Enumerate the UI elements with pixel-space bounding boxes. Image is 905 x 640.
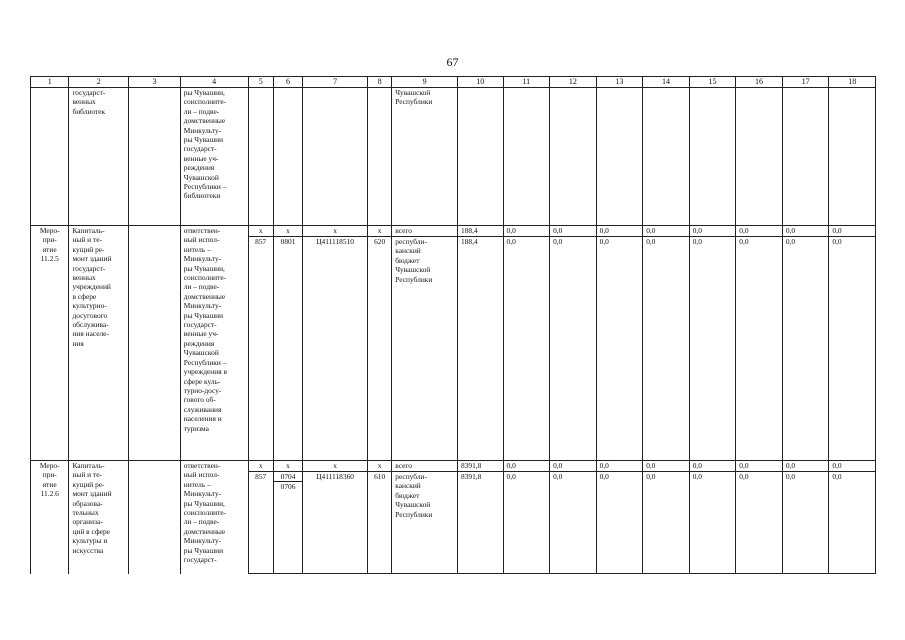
code-cell: x bbox=[367, 226, 391, 237]
column-header-3: 3 bbox=[129, 77, 181, 88]
amount-cell: 0,0 bbox=[643, 461, 690, 472]
amount-cell: 0,0 bbox=[596, 237, 643, 461]
column-header-15: 15 bbox=[689, 77, 736, 88]
amount-cell: 0,0 bbox=[503, 461, 550, 472]
amount-cell: 0,0 bbox=[736, 226, 783, 237]
funding-source-cell: Чувашской Республики bbox=[392, 88, 458, 226]
event-name-cell: государст- венных библиотек bbox=[69, 88, 129, 226]
table-row bbox=[31, 226, 876, 237]
column-header-10: 10 bbox=[458, 77, 504, 88]
code-cell bbox=[273, 472, 302, 574]
executor-cell: ответствен- ный испол- нитель – Минкульту- ры Чувашии, соисполните- ли – подве- домственные Минкульту- ры Чувашии государст- венные уч- реждения Чувашской Республики – учреждения в сфере куль- турно-досу- гового об- служивания населения и туризма bbox=[180, 226, 248, 461]
column-header-row bbox=[31, 77, 876, 88]
amount-cell: 0,0 bbox=[782, 472, 829, 574]
code-cell: 857 bbox=[248, 237, 273, 461]
cell bbox=[129, 88, 181, 226]
column-header-4: 4 bbox=[180, 77, 248, 88]
amount-cell: 0,0 bbox=[736, 237, 783, 461]
section-code: 0706 bbox=[274, 481, 302, 491]
code-cell: Ц411118510 bbox=[303, 237, 368, 461]
amount-cell: 0,0 bbox=[782, 461, 829, 472]
code-cell: 620 bbox=[367, 237, 391, 461]
code-cell: 610 bbox=[367, 472, 391, 574]
code-cell: 857 bbox=[248, 472, 273, 574]
code-cell: Ц411118360 bbox=[303, 472, 368, 574]
amount-cell: 0,0 bbox=[689, 237, 736, 461]
column-header-16: 16 bbox=[736, 77, 783, 88]
amount-cell: 0,0 bbox=[596, 226, 643, 237]
funding-source-cell: всего bbox=[392, 461, 458, 472]
amount-cell: 0,0 bbox=[829, 237, 876, 461]
funding-source-cell: всего bbox=[392, 226, 458, 237]
event-name-cell: Капиталь- ный и те- кущий ре- монт зданий государст- венных учреждений в сфере культурно- досугового обслужива- ния населе- ния bbox=[69, 226, 129, 461]
column-header-5: 5 bbox=[248, 77, 273, 88]
amount-cell: 8391,8 bbox=[458, 461, 504, 472]
amount-cell: 0,0 bbox=[829, 226, 876, 237]
amount-cell: 0,0 bbox=[829, 461, 876, 472]
amount-cell: 0,0 bbox=[550, 237, 597, 461]
column-header-7: 7 bbox=[303, 77, 368, 88]
amount-cell: 0,0 bbox=[550, 472, 597, 574]
code-cell: x bbox=[273, 226, 302, 237]
amount-cell: 0,0 bbox=[643, 226, 690, 237]
cell bbox=[31, 88, 69, 226]
budget-table bbox=[30, 76, 876, 574]
funding-source-cell: республи- канский бюджет Чувашской Республики bbox=[392, 237, 458, 461]
table-row bbox=[31, 461, 876, 472]
column-header-12: 12 bbox=[550, 77, 597, 88]
column-header-2: 2 bbox=[69, 77, 129, 88]
amount-cell: 0,0 bbox=[829, 472, 876, 574]
column-header-6: 6 bbox=[273, 77, 302, 88]
amount-cell: 0,0 bbox=[782, 237, 829, 461]
column-header-8: 8 bbox=[367, 77, 391, 88]
amount-cell: 0,0 bbox=[503, 237, 550, 461]
executor-cell: ры Чувашии, соисполните- ли – подве- домственные Минкульту- ры Чувашии государст- венные уч- реждения Чувашской Республики – библиотеки bbox=[180, 88, 248, 226]
amount-cell: 188,4 bbox=[458, 237, 504, 461]
column-header-17: 17 bbox=[782, 77, 829, 88]
code-cell: x bbox=[273, 461, 302, 472]
amount-cell: 188,4 bbox=[458, 226, 504, 237]
event-number-cell: Меро- при- ятие 11.2.5 bbox=[31, 226, 69, 461]
amount-cell: 0,0 bbox=[736, 461, 783, 472]
amount-cell: 0,0 bbox=[596, 472, 643, 574]
column-header-14: 14 bbox=[643, 77, 690, 88]
funding-source-cell: республи- канский бюджет Чувашской Республики bbox=[392, 472, 458, 574]
column-header-1: 1 bbox=[31, 77, 69, 88]
amount-cell: 8391,8 bbox=[458, 472, 504, 574]
column-header-9: 9 bbox=[392, 77, 458, 88]
amount-cell: 0,0 bbox=[550, 226, 597, 237]
amount-cell: 0,0 bbox=[503, 226, 550, 237]
code-cell: x bbox=[248, 461, 273, 472]
column-header-13: 13 bbox=[596, 77, 643, 88]
amount-cell: 0,0 bbox=[736, 472, 783, 574]
amount-cell: 0,0 bbox=[689, 472, 736, 574]
event-number-cell: Меро- при- ятие 11.2.6 bbox=[31, 461, 69, 574]
amount-cell: 0,0 bbox=[643, 237, 690, 461]
code-cell: x bbox=[367, 461, 391, 472]
amount-cell: 0,0 bbox=[689, 226, 736, 237]
amount-cell: 0,0 bbox=[643, 472, 690, 574]
amount-cell: 0,0 bbox=[503, 472, 550, 574]
code-cell: 0801 bbox=[273, 237, 302, 461]
page-number: 67 bbox=[446, 55, 459, 69]
amount-cell: 0,0 bbox=[689, 461, 736, 472]
column-header-18: 18 bbox=[829, 77, 876, 88]
code-cell: x bbox=[303, 226, 368, 237]
event-name-cell: Капиталь- ный и те- кущий ре- монт зданий образова- тельных организа- ций в сфере культуры и искусства bbox=[69, 461, 129, 574]
executor-cell: ответствен- ный испол- нитель – Минкульту- ры Чувашии, соисполните- ли – подве- домственные Минкульту- ры Чувашии государст- bbox=[180, 461, 248, 574]
amount-cell: 0,0 bbox=[782, 226, 829, 237]
code-cell: x bbox=[303, 461, 368, 472]
code-cell: x bbox=[248, 226, 273, 237]
amount-cell: 0,0 bbox=[596, 461, 643, 472]
column-header-11: 11 bbox=[503, 77, 550, 88]
table-row bbox=[31, 88, 876, 226]
section-code: 0704 bbox=[280, 472, 296, 481]
amount-cell: 0,0 bbox=[550, 461, 597, 472]
